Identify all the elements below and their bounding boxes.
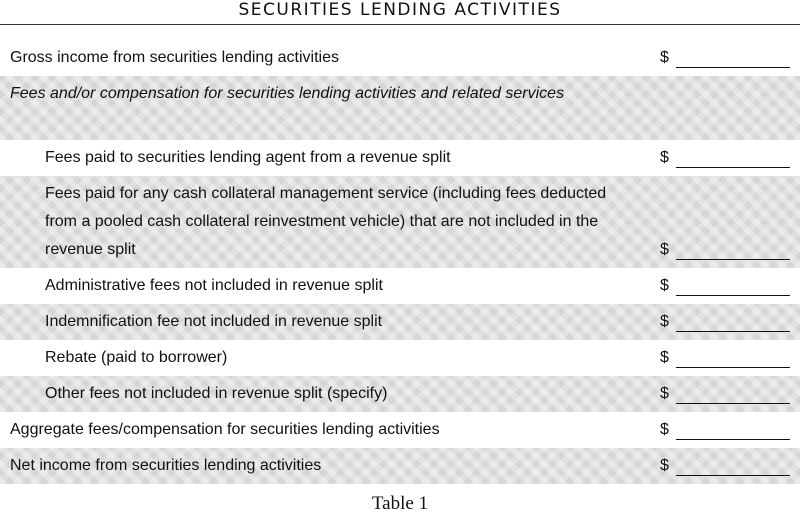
- row-label-agent-fees: Fees paid to securities lending agent from a revenue split: [45, 149, 451, 166]
- amount-blank-line: [676, 167, 790, 168]
- amount-blank-line: [676, 259, 790, 260]
- row-label-net-income: Net income from securities lending activities: [10, 457, 322, 474]
- title-divider: [0, 24, 800, 25]
- row-label-fees-heading: Fees and/or compensation for securities lending activities and related services: [10, 85, 565, 102]
- row-label-rebate: Rebate (paid to borrower): [45, 349, 228, 366]
- amount-field-indemnification-fee[interactable]: [660, 304, 790, 340]
- currency-symbol: $: [660, 149, 669, 166]
- amount-field-net-income[interactable]: [660, 448, 790, 484]
- amount-field-administrative-fees[interactable]: [660, 268, 790, 304]
- amount-field-rebate[interactable]: [660, 340, 790, 376]
- currency-symbol: $: [660, 49, 669, 66]
- table-row-cash-collateral-fees: [0, 176, 800, 268]
- table-row-aggregate-fees: [0, 412, 800, 448]
- row-label-cash-collateral-fees: Fees paid for any cash collateral management service (including fees deducted from a pooled cash collateral reinvestment vehicle) that are not included in the revenue split: [45, 185, 607, 258]
- row-label-other-fees: Other fees not included in revenue split (specify): [45, 385, 388, 402]
- table-row-agent-fees: [0, 140, 800, 176]
- row-label-aggregate-fees: Aggregate fees/compensation for securities lending activities: [10, 421, 440, 438]
- currency-symbol: $: [660, 349, 669, 366]
- currency-symbol: $: [660, 385, 669, 402]
- amount-field-cash-collateral-fees[interactable]: [660, 232, 790, 268]
- currency-symbol: $: [660, 457, 669, 474]
- table-row-gross-income: [0, 40, 800, 76]
- amount-blank-line: [676, 475, 790, 476]
- page-title: SECURITIES LENDING ACTIVITIES: [238, 0, 562, 20]
- amount-blank-line: [676, 403, 790, 404]
- amount-blank-line: [676, 67, 790, 68]
- currency-symbol: $: [660, 277, 669, 294]
- amount-blank-line: [676, 439, 790, 440]
- amount-field-agent-fees[interactable]: [660, 140, 790, 176]
- row-label-administrative-fees: Administrative fees not included in revenue split: [45, 277, 383, 294]
- currency-symbol: $: [660, 241, 669, 258]
- amount-blank-line: [676, 331, 790, 332]
- table-row-other-fees: [0, 376, 800, 412]
- table-row-fees-heading: [0, 76, 800, 140]
- amount-field-aggregate-fees[interactable]: [660, 412, 790, 448]
- amount-blank-line: [676, 295, 790, 296]
- table-row-rebate: [0, 340, 800, 376]
- table-row-indemnification-fee: [0, 304, 800, 340]
- table-row-administrative-fees: [0, 268, 800, 304]
- currency-symbol: $: [660, 421, 669, 438]
- row-label-indemnification-fee: Indemnification fee not included in revenue split: [45, 313, 383, 330]
- table-caption: Table 1: [371, 493, 429, 514]
- row-label-gross-income: Gross income from securities lending activities: [10, 49, 340, 66]
- currency-symbol: $: [660, 313, 669, 330]
- amount-field-other-fees[interactable]: [660, 376, 790, 412]
- amount-field-gross-income[interactable]: [660, 40, 790, 76]
- amount-blank-line: [676, 367, 790, 368]
- table-row-net-income: [0, 448, 800, 484]
- securities-lending-table: [0, 40, 800, 484]
